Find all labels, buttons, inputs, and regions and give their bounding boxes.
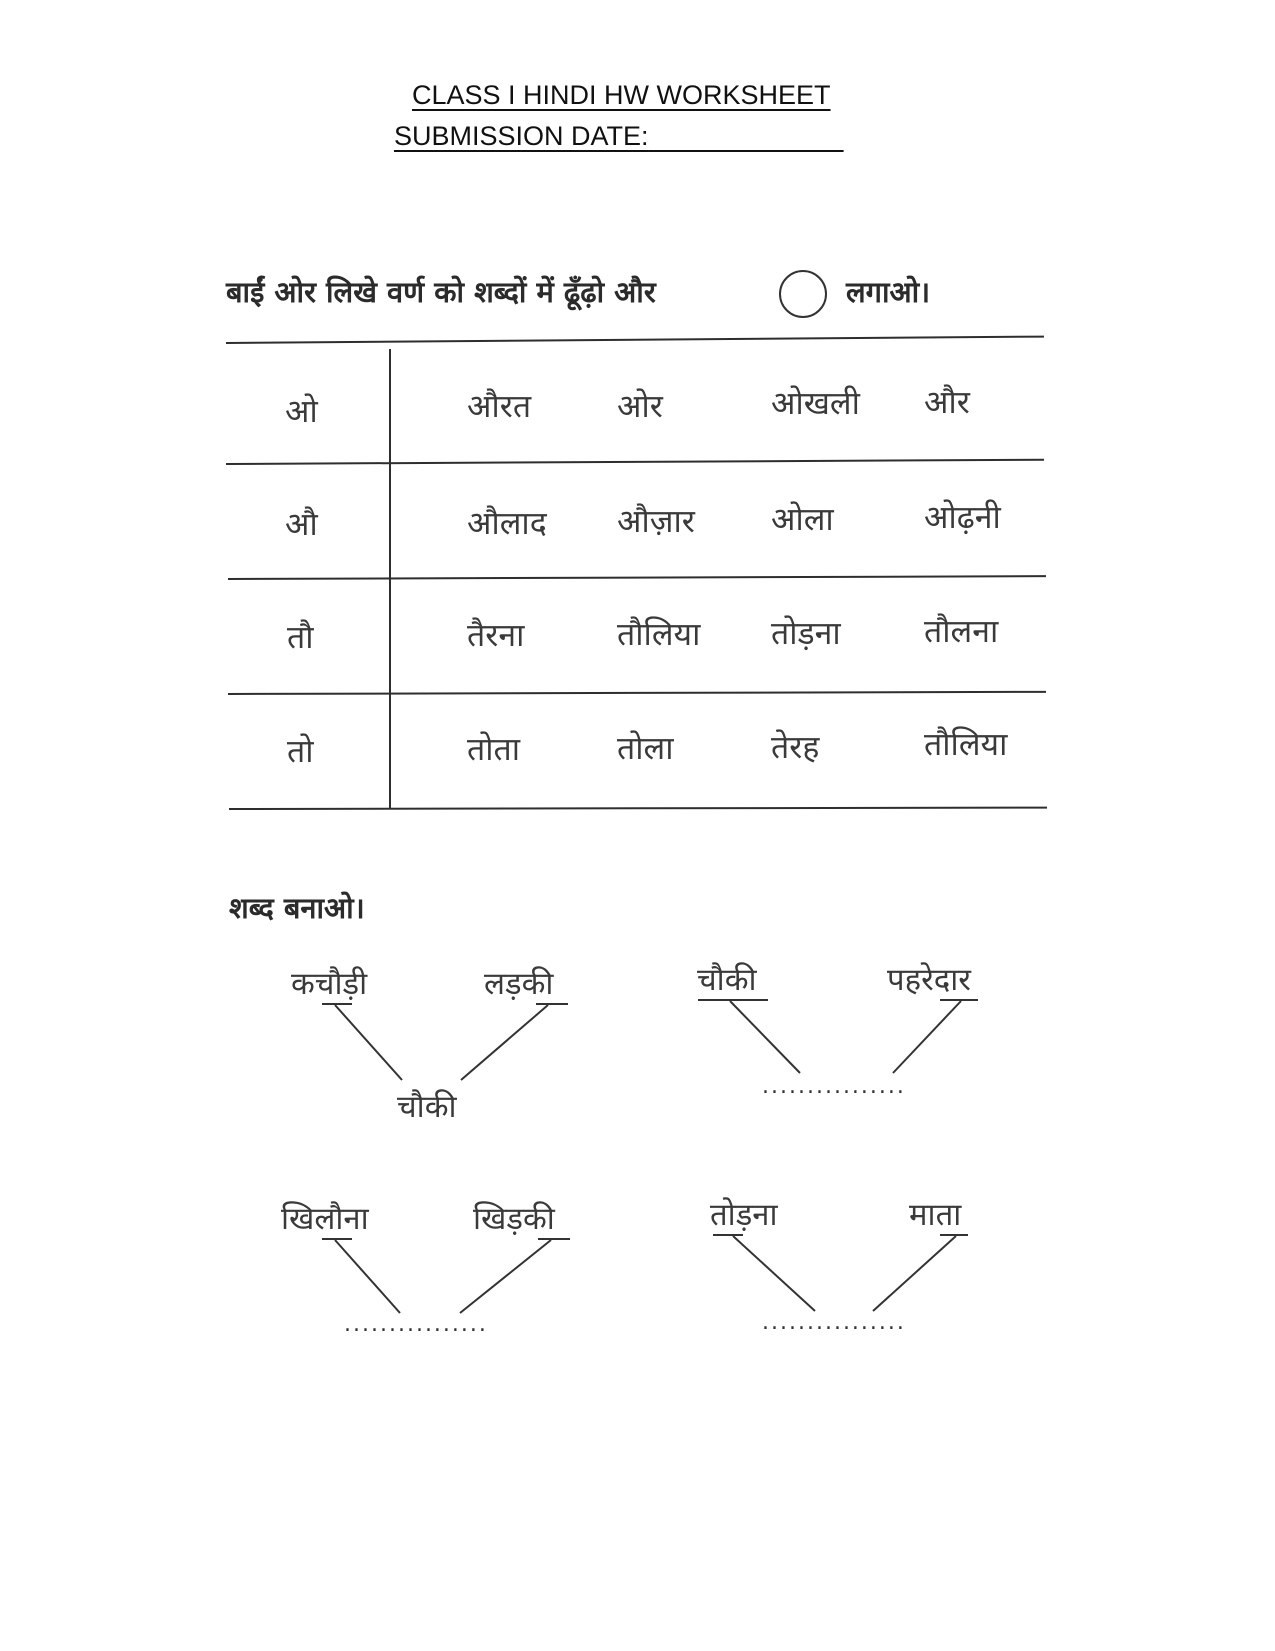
word-cell[interactable]: तोड़ना bbox=[771, 614, 841, 652]
row-letter: औ bbox=[285, 505, 318, 543]
word-cell[interactable]: तौलना bbox=[924, 612, 999, 650]
word-cell[interactable]: तौलिया bbox=[617, 615, 701, 653]
word-cell[interactable]: ओला bbox=[771, 500, 834, 538]
row-letter: तो bbox=[287, 732, 314, 770]
word-cell[interactable]: तौलिया bbox=[924, 725, 1008, 763]
answer-blank[interactable]: ................ bbox=[762, 1310, 906, 1335]
connector-line bbox=[893, 1001, 961, 1073]
page-title: CLASS I HINDI HW WORKSHEET bbox=[412, 80, 831, 110]
answer-word: चौकी bbox=[397, 1089, 457, 1125]
row-letter: तौ bbox=[287, 618, 314, 656]
word-cell[interactable]: ओढ़नी bbox=[924, 498, 1001, 536]
source-word-left: खिलौना bbox=[281, 1201, 369, 1237]
word-cell[interactable]: औरत bbox=[467, 387, 532, 425]
answer-blank[interactable]: ................ bbox=[762, 1074, 906, 1099]
word-cell[interactable]: तोला bbox=[617, 729, 674, 767]
submission-date-text: SUBMISSION DATE: bbox=[394, 121, 649, 151]
source-word-left: कचौड़ी bbox=[291, 966, 368, 1002]
section1-instruction-end: लगाओ। bbox=[846, 275, 931, 309]
source-word-right: खिड़की bbox=[473, 1201, 555, 1237]
source-word-right: लड़की bbox=[484, 966, 554, 1002]
connector-line bbox=[335, 1240, 400, 1313]
connector-line bbox=[460, 1240, 551, 1313]
word-cell[interactable]: और bbox=[924, 383, 970, 421]
connector-line bbox=[730, 1001, 800, 1073]
connector-line bbox=[461, 1005, 548, 1080]
word-cell[interactable]: औज़ार bbox=[617, 502, 695, 540]
source-word-right: पहरेदार bbox=[887, 962, 971, 998]
answer-blank[interactable]: ................ bbox=[344, 1312, 488, 1337]
word-cell[interactable]: तैरना bbox=[467, 616, 525, 654]
source-word-left: चौकी bbox=[697, 962, 757, 998]
word-cell[interactable]: तोता bbox=[467, 730, 521, 768]
source-word-left: तोड़ना bbox=[710, 1197, 778, 1233]
word-cell[interactable]: औलाद bbox=[467, 504, 547, 542]
connector-line bbox=[873, 1236, 956, 1311]
row-letter: ओ bbox=[285, 392, 318, 430]
section1-instruction: बाईं ओर लिखे वर्ण को शब्दों में ढूँढ़ो और bbox=[226, 275, 656, 309]
word-cell[interactable]: तेरह bbox=[771, 728, 820, 766]
section2-instruction: शब्द बनाओ। bbox=[229, 891, 365, 925]
word-cell[interactable]: ओर bbox=[617, 387, 663, 425]
connector-line bbox=[335, 1005, 402, 1080]
word-cell[interactable]: ओखली bbox=[771, 384, 860, 422]
connector-line bbox=[733, 1236, 815, 1311]
source-word-right: माता bbox=[909, 1197, 962, 1233]
